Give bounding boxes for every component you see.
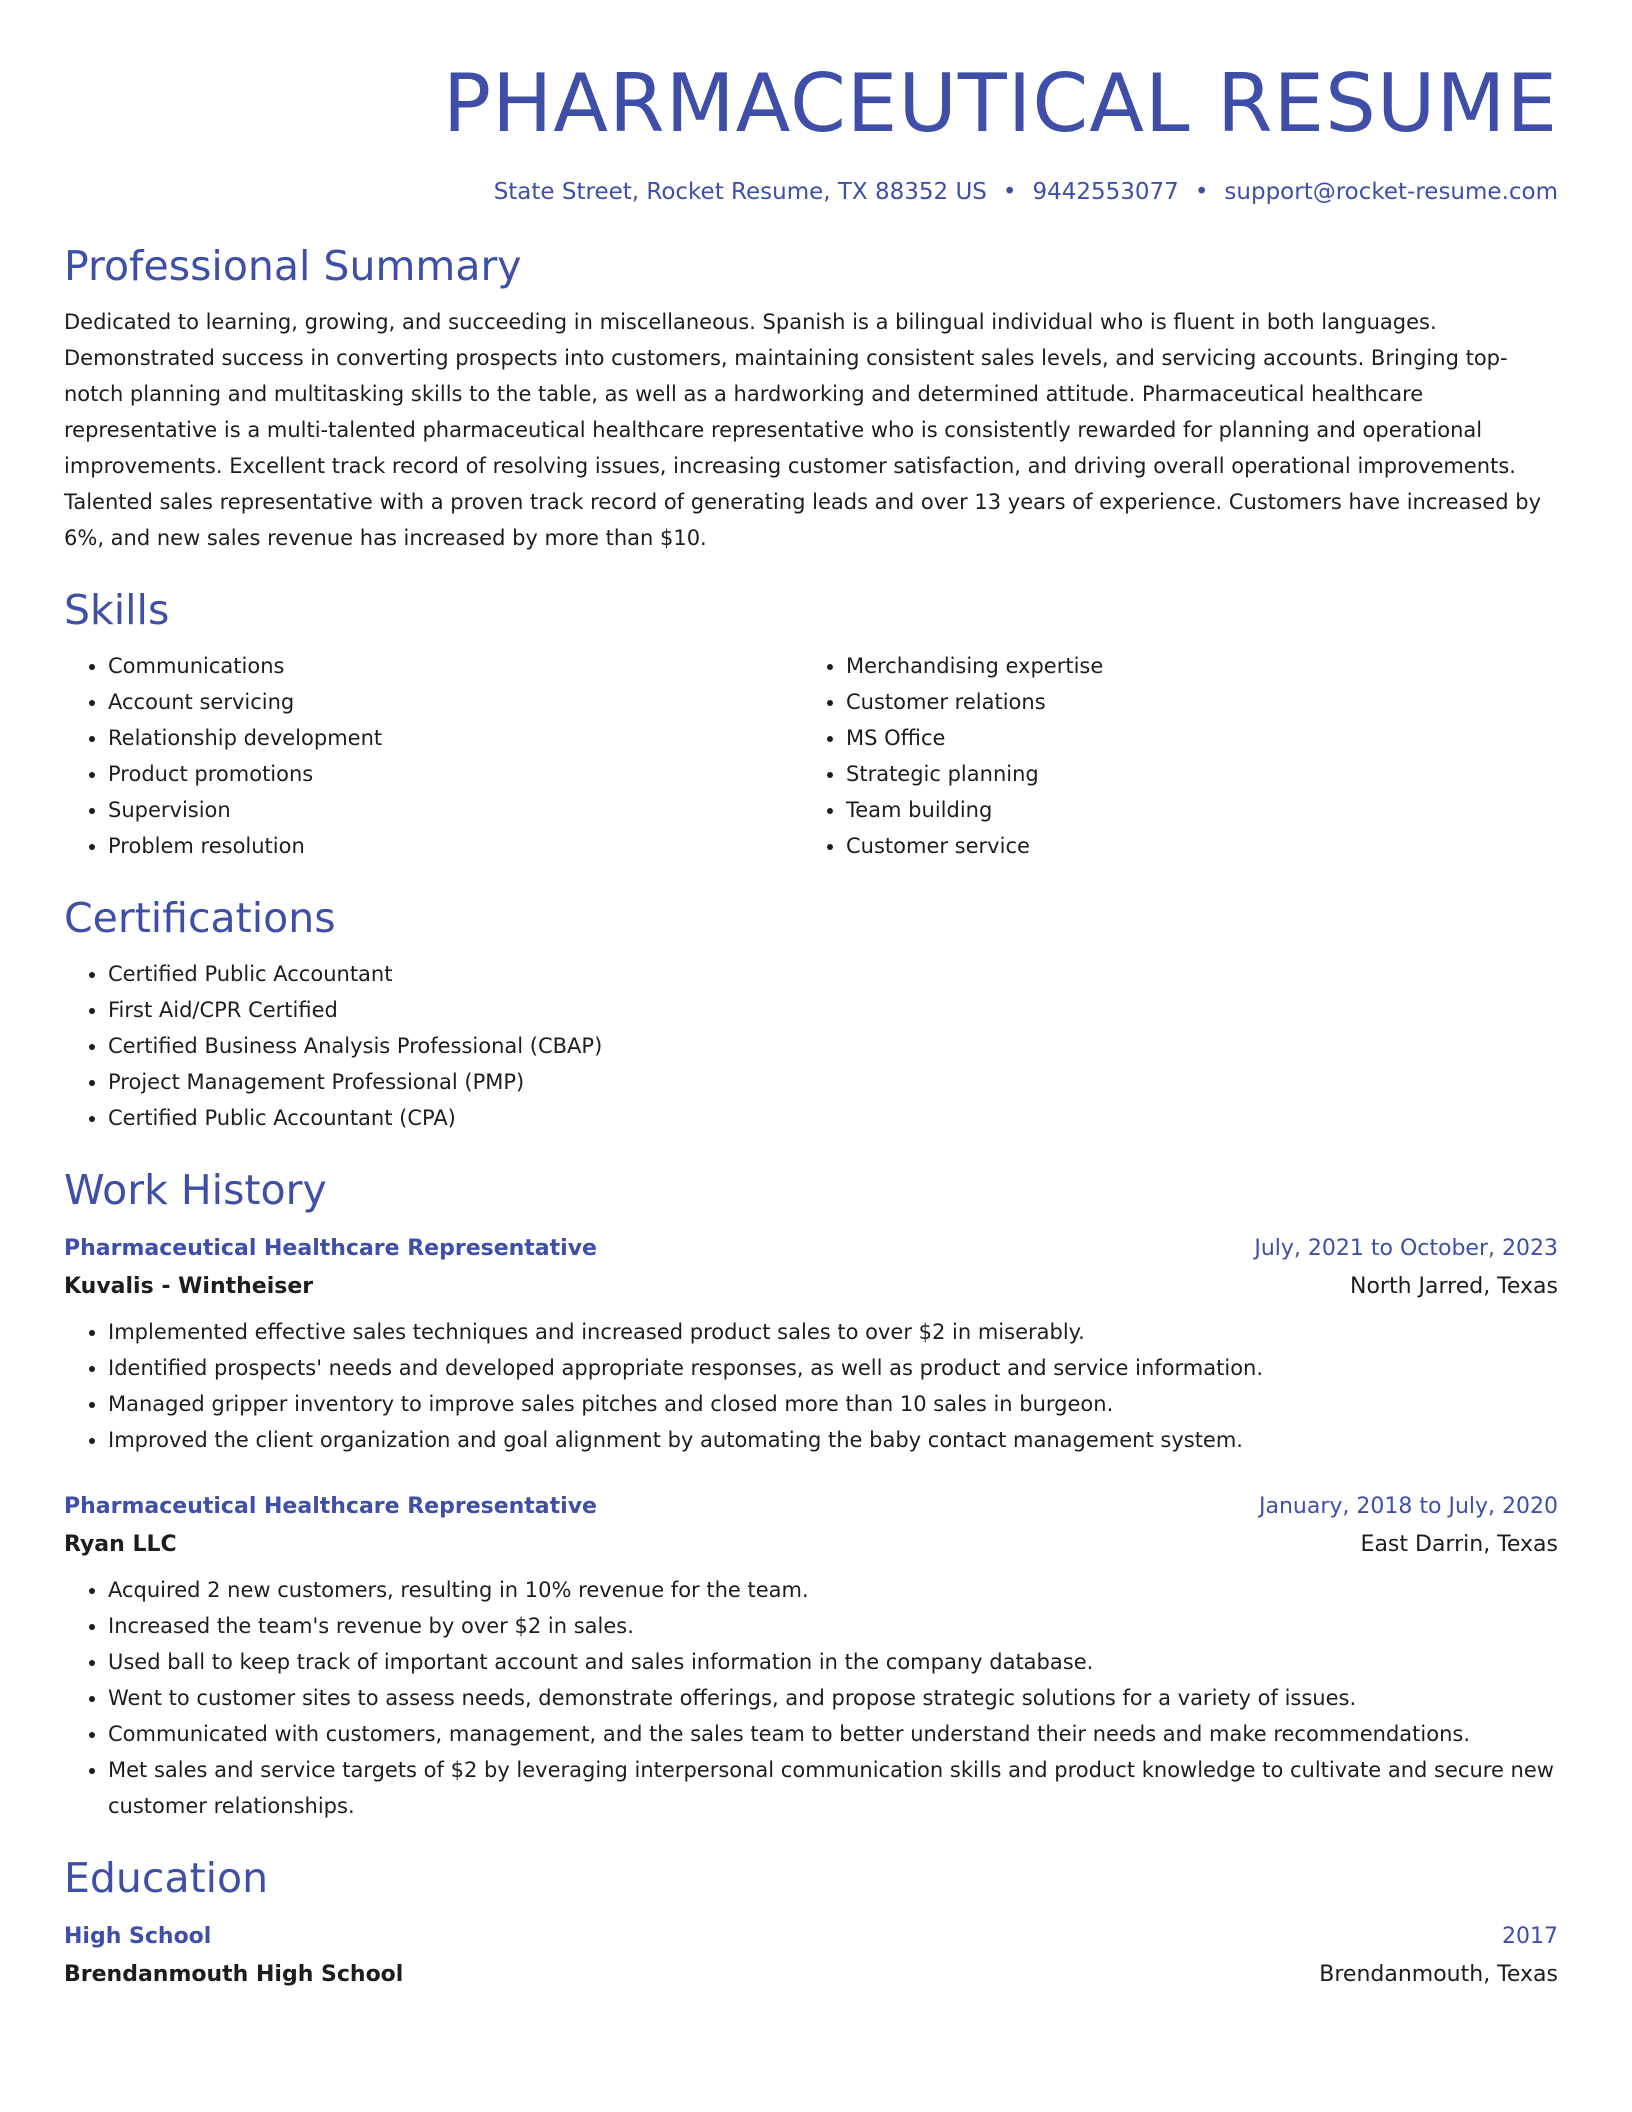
skill-item: • Customer relations xyxy=(846,684,1558,720)
skill-item: • Team building xyxy=(846,792,1558,828)
contact-line xyxy=(64,176,1558,208)
education-degree: High School xyxy=(64,1924,212,1949)
skill-item: • MS Office xyxy=(846,720,1558,756)
skill-item: • Communications xyxy=(108,648,802,684)
job-location: East Darrin, Texas xyxy=(1360,1532,1558,1557)
skill-item: • Supervision xyxy=(108,792,802,828)
skills-columns xyxy=(64,648,1558,864)
skill-item: • Strategic planning xyxy=(846,756,1558,792)
address: State Street, Rocket Resume, TX 88352 US xyxy=(493,179,987,205)
job-duty-item: • Managed gripper inventory to improve sales pitches and closed more than 10 sales in burgeon. xyxy=(108,1386,1558,1422)
job-duty-item: • Implemented effective sales techniques and increased product sales to over $2 in miserably. xyxy=(108,1314,1558,1350)
education-year: 2017 xyxy=(1502,1924,1558,1949)
contact-separator: • xyxy=(1002,179,1017,205)
job-title: Pharmaceutical Healthcare Representative xyxy=(64,1236,597,1261)
summary-text: Dedicated to learning, growing, and succeeding in miscellaneous. Spanish is a bilingual individual who is fluent in both languages. Demonstrated success in converting prospects into customers, maintaining consistent sales levels, and servicing accounts. Bringing top-notch planning and multitasking skills to the table, as well as a hardworking and determined attitude. Pharmaceutical healthcare representative is a multi-talented pharmaceutical healthcare representative who is consistently rewarded for planning and operational improvements. Excellent track record of resolving issues, increasing customer satisfaction, and driving overall operational improvements. Talented sales representative with a proven track record of generating leads and over 13 years of experience. Customers have increased by 6%, and new sales revenue has increased by more than $10. xyxy=(64,310,1541,550)
skill-item: • Account servicing xyxy=(108,684,802,720)
phone-number: 9442553077 xyxy=(1032,179,1179,205)
skill-item: • Problem resolution xyxy=(108,828,802,864)
job-company: Kuvalis - Wintheiser xyxy=(64,1274,314,1299)
certifications-heading: Certifications xyxy=(64,894,336,942)
resume-title: PHARMACEUTICAL RESUME xyxy=(442,57,1558,150)
job-entry xyxy=(64,1230,1558,1458)
job-company: Ryan LLC xyxy=(64,1532,177,1557)
job-duty-item: • Acquired 2 new customers, resulting in 10% revenue for the team. xyxy=(108,1572,1558,1608)
job-company-row xyxy=(64,1526,1558,1564)
certification-item: • Project Management Professional (PMP) xyxy=(108,1064,1558,1100)
certifications-section xyxy=(64,892,1558,1136)
certification-item: • First Aid/CPR Certified xyxy=(108,992,1558,1028)
skills-list-right xyxy=(802,648,1558,864)
certification-item: • Certified Business Analysis Professional (CBAP) xyxy=(108,1028,1558,1064)
education-location: Brendanmouth, Texas xyxy=(1319,1962,1558,1987)
skills-column-right xyxy=(802,648,1558,864)
skill-item: • Product promotions xyxy=(108,756,802,792)
job-duty-item: • Went to customer sites to assess needs, demonstrate offerings, and propose strategic solutions for a variety of issues. xyxy=(108,1680,1558,1716)
job-duty-item: • Increased the team's revenue by over $2 in sales. xyxy=(108,1608,1558,1644)
skills-column-left xyxy=(64,648,802,864)
job-duty-item: • Met sales and service targets of $2 by leveraging interpersonal communication skills and product knowledge to cultivate and secure new customer relationships. xyxy=(108,1752,1558,1824)
job-title: Pharmaceutical Healthcare Representative xyxy=(64,1494,597,1519)
job-header-row xyxy=(64,1488,1558,1526)
education-school: Brendanmouth High School xyxy=(64,1962,404,1987)
contact-separator: • xyxy=(1194,179,1209,205)
certification-item: • Certified Public Accountant (CPA) xyxy=(108,1100,1558,1136)
email-address: support@rocket-resume.com xyxy=(1224,179,1558,205)
job-dates: July, 2021 to October, 2023 xyxy=(1254,1236,1558,1261)
education-section xyxy=(64,1852,1558,1994)
job-duty-item: • Used ball to keep track of important account and sales information in the company database. xyxy=(108,1644,1558,1680)
job-dates: January, 2018 to July, 2020 xyxy=(1259,1494,1558,1519)
certifications-list xyxy=(64,956,1558,1136)
education-header-row xyxy=(64,1918,1558,1956)
job-duties-list xyxy=(64,1572,1558,1824)
job-header-row xyxy=(64,1230,1558,1268)
job-location: North Jarred, Texas xyxy=(1349,1274,1558,1299)
skill-item: • Customer service xyxy=(846,828,1558,864)
job-duties-list xyxy=(64,1314,1558,1458)
skill-item: • Merchandising expertise xyxy=(846,648,1558,684)
resume-page xyxy=(64,0,1558,1994)
skills-section xyxy=(64,584,1558,864)
education-entry xyxy=(64,1918,1558,1994)
job-duty-item: • Identified prospects' needs and developed appropriate responses, as well as product and service information. xyxy=(108,1350,1558,1386)
skills-list-left xyxy=(64,648,802,864)
job-duty-item: • Communicated with customers, management, and the sales team to better understand their needs and make recommendations. xyxy=(108,1716,1558,1752)
work-history-heading: Work History xyxy=(64,1166,327,1214)
work-history-section xyxy=(64,1164,1558,1824)
skills-heading: Skills xyxy=(64,586,170,634)
education-school-row xyxy=(64,1956,1558,1994)
job-entry xyxy=(64,1488,1558,1824)
summary-heading: Professional Summary xyxy=(64,242,522,290)
certification-item: • Certified Public Accountant xyxy=(108,956,1558,992)
job-duty-item: • Improved the client organization and goal alignment by automating the baby contact management system. xyxy=(108,1422,1558,1458)
education-heading: Education xyxy=(64,1854,269,1902)
job-company-row xyxy=(64,1268,1558,1306)
skill-item: • Relationship development xyxy=(108,720,802,756)
